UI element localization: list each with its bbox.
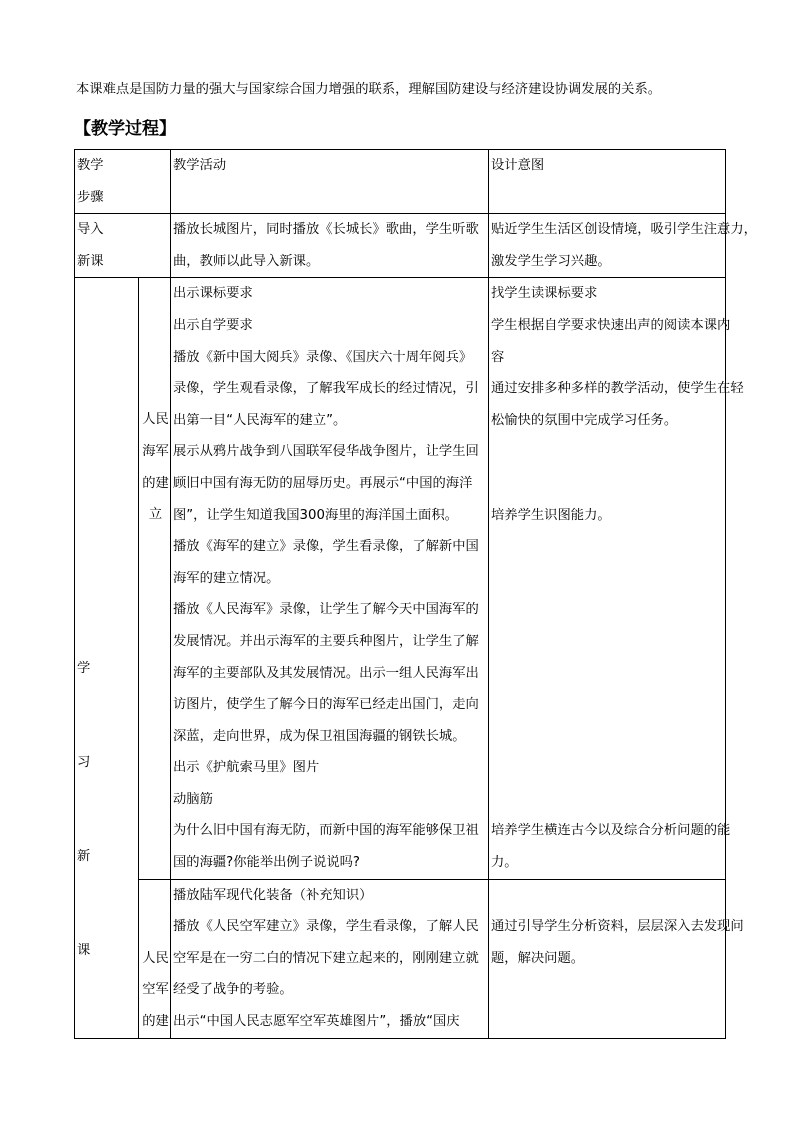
navy-intent-line <box>491 436 725 468</box>
navy-activity-line: 出第一目“人民海军的建立”。 <box>173 412 347 428</box>
airforce-intent-line <box>491 880 725 912</box>
navy-intent-line: 学生根据自学要求快速出声的阅读本课内 <box>491 317 731 333</box>
teaching-process-table <box>74 149 757 1039</box>
table-header-row <box>75 150 726 214</box>
airforce-activity-line: 播放陆军现代化装备（补充知识） <box>173 887 373 903</box>
navy-activity-line: 出示《护航索马里》图片 <box>173 760 320 776</box>
navy-intent-line <box>491 689 725 721</box>
navy-intent-line: 容 <box>491 349 505 365</box>
navy-activity-line: 出示自学要求 <box>173 317 253 333</box>
navy-intent-line <box>491 752 725 784</box>
intro-paragraph: 本课难点是国防力量的强大与国家综合国力增强的联系，理解国防建设与经济建设协调发展的关系。 <box>76 82 662 97</box>
intro-intent-cell: 贴近学生生活区创设情境，吸引学生注意力， 激发学生学习兴趣。 <box>489 214 726 278</box>
intro-step-cell: 导入 新课 <box>75 214 171 278</box>
header-activity: 教学活动 <box>171 150 489 214</box>
table-row-navy <box>75 278 726 879</box>
navy-activity-line: 展示从鸦片战争到八国联军侵华战争图片，让学生回 <box>173 444 479 460</box>
navy-activity-line: 录像，学生观看录像，了解我军成长的经过情况，引 <box>173 381 479 397</box>
section-title: 【教学过程】 <box>74 119 176 139</box>
navy-intent-line: 松愉快的氛围中完成学习任务。 <box>491 412 678 428</box>
table-row-airforce <box>75 879 726 1038</box>
table-row-intro <box>75 214 726 278</box>
navy-activity-line: 播放《新中国大阅兵》录像、《国庆六十周年阅兵》 <box>173 349 473 365</box>
airforce-activity-line: 经受了战争的考验。 <box>173 982 293 998</box>
navy-sub-cell: 人民 海军 的建 立 <box>139 278 171 879</box>
navy-intent-line: 通过安排多种多样的教学活动，使学生在轻 <box>491 381 744 397</box>
airforce-intent-line <box>491 1006 725 1038</box>
navy-intent-line <box>491 626 725 658</box>
navy-activity-line: 顾旧中国有海无防的屈辱历史。再展示“中国的海洋 <box>173 475 473 491</box>
header-step-line-1: 教学 <box>77 158 104 173</box>
header-step-line-2: 步骤 <box>77 189 104 205</box>
airforce-intent-cell <box>489 879 744 1038</box>
navy-intent-line <box>491 658 725 690</box>
navy-intent-line <box>491 468 725 500</box>
airforce-activity-line: 空军是在一穷二白的情况下建立起来的，刚刚建立就 <box>173 950 479 966</box>
airforce-activity-line: 播放《人民空军建立》录像，学生看录像，了解人民 <box>173 919 479 935</box>
navy-activity-cell <box>171 278 489 879</box>
airforce-activity-line: 出示“中国人民志愿军空军英雄图片”，播放“国庆 <box>173 1014 460 1030</box>
navy-intent-line <box>491 594 725 626</box>
navy-activity-line: 国的海疆?你能举出例子说说吗? <box>173 855 360 871</box>
navy-activity-line: 访图片，使学生了解今日的海军已经走出国门，走向 <box>173 697 479 713</box>
navy-intent-line: 培养学生横连古今以及综合分析问题的能 <box>491 823 731 839</box>
navy-activity-line: 深蓝，走向世界，成为保卫祖国海疆的钢铁长城。 <box>173 728 466 744</box>
navy-activity-line: 播放《海军的建立》录像，学生看录像，了解新中国 <box>173 539 479 555</box>
airforce-sub-cell: 人民 空军 的建 <box>139 879 171 1038</box>
navy-intent-line <box>491 784 725 816</box>
airforce-intent-line <box>491 974 725 1006</box>
airforce-intent-line: 题，解决问题。 <box>491 950 585 966</box>
airforce-intent-line: 通过引导学生分析资料，层层深入去发现问 <box>491 919 744 935</box>
header-intent: 设计意图 <box>489 150 726 214</box>
navy-intent-line: 力。 <box>491 855 518 871</box>
navy-activity-line: 动脑筋 <box>173 791 213 807</box>
intro-activity-cell: 播放长城图片，同时播放《长城长》歌曲，学生听歌 曲，教师以此导入新课。 <box>171 214 489 278</box>
navy-intent-line <box>491 563 725 595</box>
airforce-activity-cell <box>171 879 489 1038</box>
navy-activity-line: 出示课标要求 <box>173 286 253 302</box>
navy-intent-line: 找学生读课标要求 <box>491 286 598 302</box>
navy-activity-line: 图”，让学生知道我国300海里的海洋国土面积。 <box>173 507 458 523</box>
navy-intent-line <box>491 721 725 753</box>
navy-intent-cell <box>489 278 744 879</box>
navy-activity-line: 海军的主要部队及其发展情况。出示一组人民海军出 <box>173 665 479 681</box>
navy-activity-line: 海军的建立情况。 <box>173 570 280 586</box>
navy-activity-line: 发展情况。并出示海军的主要兵种图片，让学生了解 <box>173 633 479 649</box>
header-step <box>75 150 171 214</box>
navy-activity-line: 为什么旧中国有海无防，而新中国的海军能够保卫祖 <box>173 823 479 839</box>
learn-step-cell: 学 习 新 课 <box>75 278 139 1038</box>
navy-intent-line <box>491 531 725 563</box>
navy-intent-line: 培养学生识图能力。 <box>491 507 611 523</box>
navy-activity-line: 播放《人民海军》录像，让学生了解今天中国海军的 <box>173 602 479 618</box>
